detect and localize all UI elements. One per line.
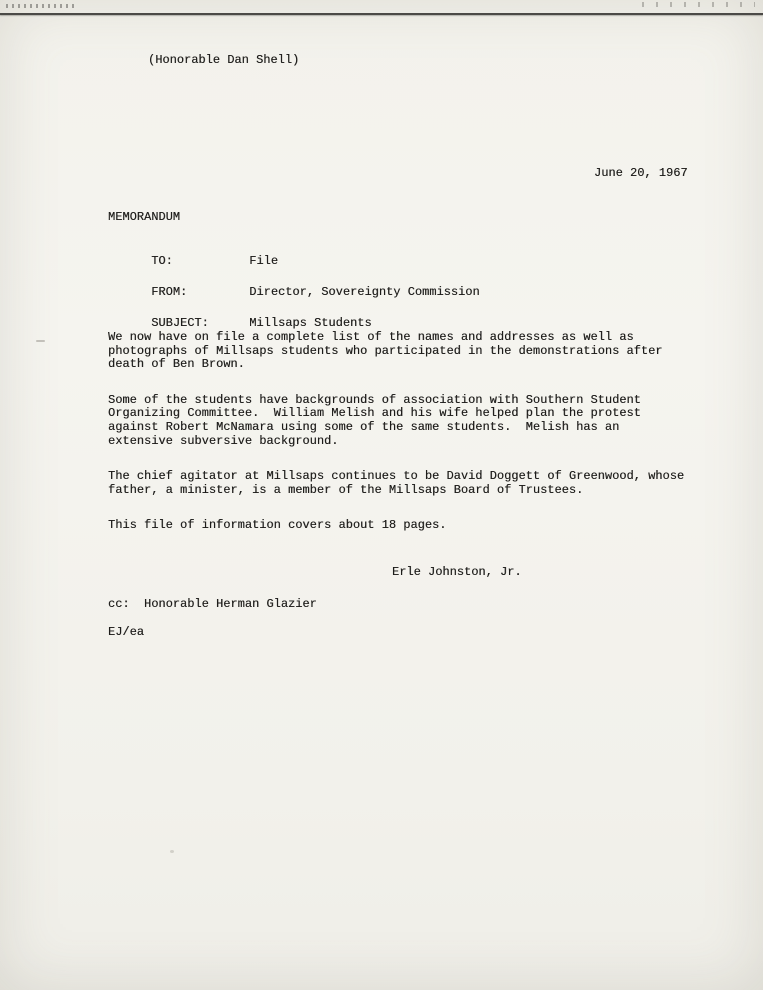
paragraph-1: We now have on file a complete list of the names and addresses as well as photographs of Millsaps students who participated in the demonstrations after death of Ben Brown. xyxy=(108,330,670,372)
memo-fields xyxy=(108,241,480,334)
paragraph-3: The chief agitator at Millsaps continues to be David Doggett of Greenwood, whose father, a minister, is a member of the Millsaps Board of Trustees. xyxy=(108,469,692,497)
field-subject-value: Millsaps Students xyxy=(249,315,372,330)
field-to xyxy=(108,241,480,268)
date-line: June 20, 1967 xyxy=(594,166,688,180)
field-to-value: File xyxy=(249,253,279,268)
cc-line: cc: Honorable Herman Glazier xyxy=(108,597,317,611)
memo-body xyxy=(108,330,692,555)
scan-artifact-line xyxy=(0,13,763,15)
recipient-note: (Honorable Dan Shell) xyxy=(148,53,300,67)
signature-line: Erle Johnston, Jr. xyxy=(392,565,522,579)
scan-artifact-marks-left xyxy=(6,4,76,8)
field-subject-label: SUBJECT: xyxy=(151,315,209,330)
scan-speck xyxy=(170,850,174,853)
field-from-value: Director, Sovereignty Commission xyxy=(249,284,480,299)
field-from-label: FROM: xyxy=(151,284,188,299)
field-subject xyxy=(108,303,480,330)
scan-speck xyxy=(36,340,45,342)
field-from xyxy=(108,272,480,299)
paragraph-4: This file of information covers about 18 pages. xyxy=(108,518,447,533)
typist-initials: EJ/ea xyxy=(108,625,145,639)
paragraph-2: Some of the students have backgrounds of association with Southern Student Organizing Committee. William Melish and his wife helped plan the protest against Robert McNamara using some of the same students. Melish has an extensive subversive background. xyxy=(108,392,649,448)
field-to-label: TO: xyxy=(151,253,173,268)
scan-artifact-marks-right xyxy=(635,2,755,7)
memo-heading: MEMORANDUM xyxy=(108,210,181,224)
